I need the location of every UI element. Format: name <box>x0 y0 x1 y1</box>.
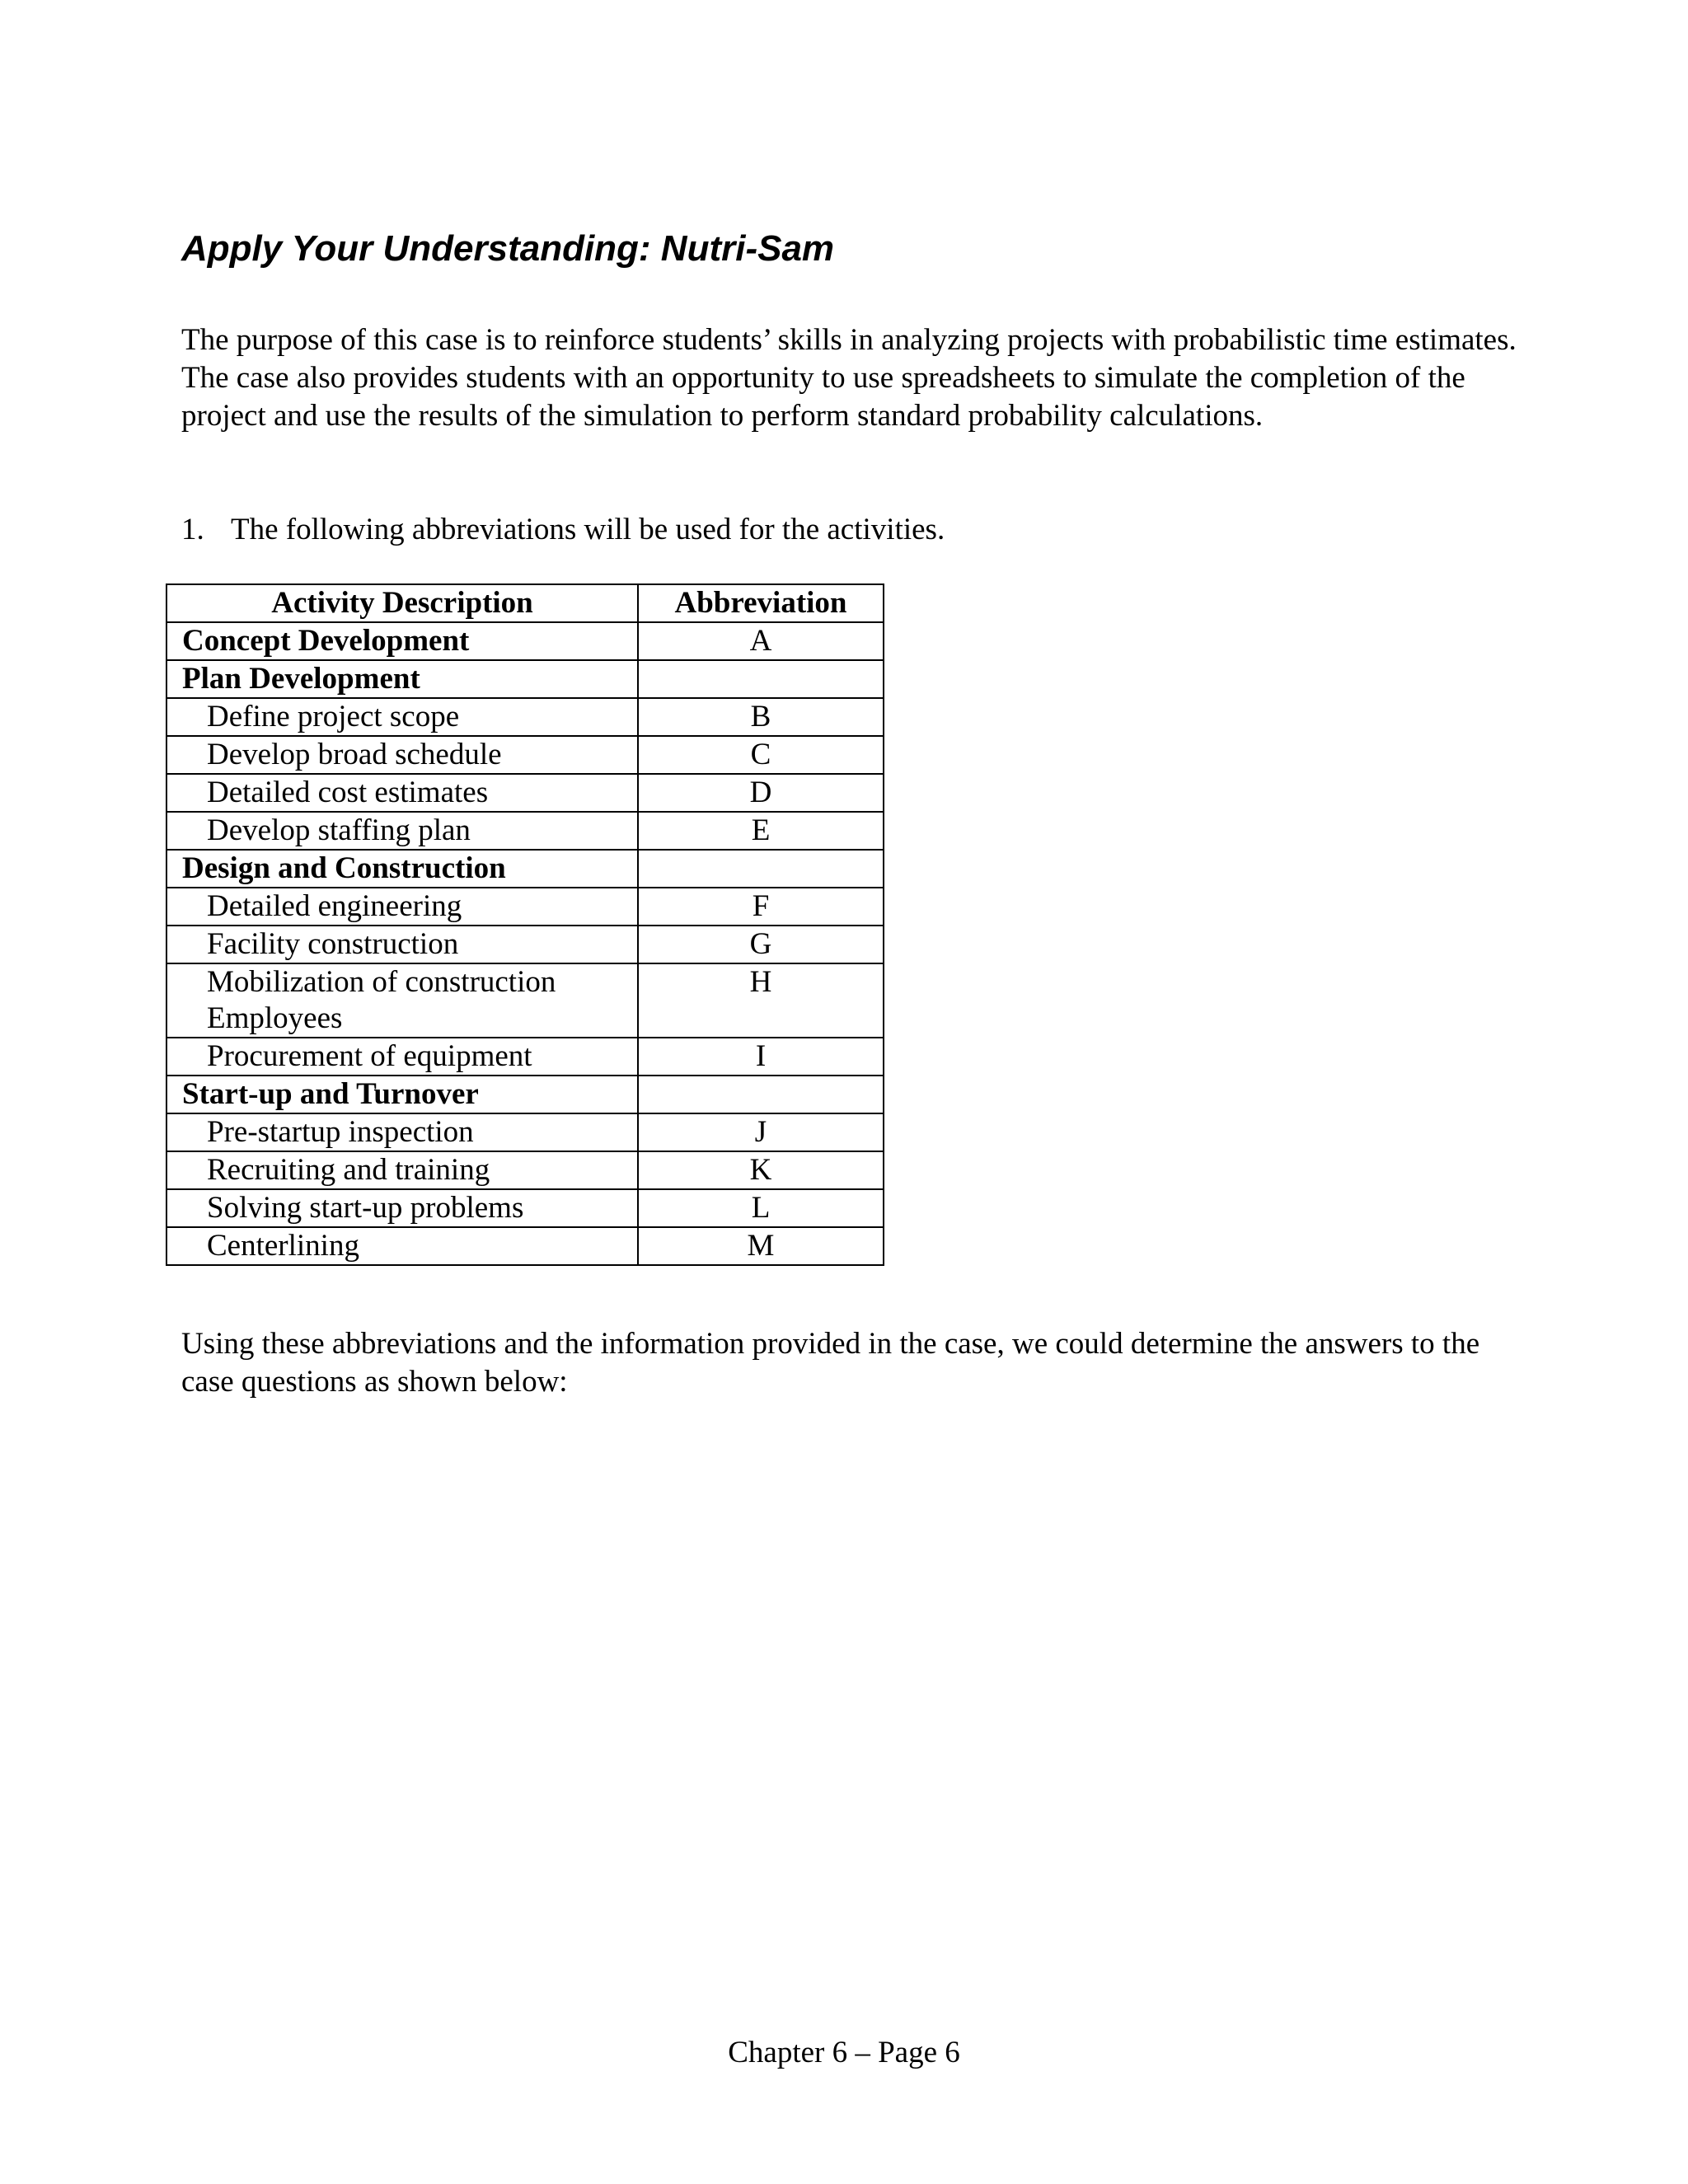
activity-description-cell: Pre-startup inspection <box>166 1113 638 1151</box>
abbreviation-cell <box>638 850 884 888</box>
table-row <box>166 1151 884 1189</box>
abbreviation-cell: C <box>638 736 884 774</box>
page-footer: Chapter 6 – Page 6 <box>728 2036 960 2069</box>
table-row <box>166 660 884 698</box>
table-row <box>166 1076 884 1113</box>
abbreviation-cell <box>638 1076 884 1113</box>
table-body <box>166 622 884 1265</box>
abbreviation-cell: E <box>638 812 884 850</box>
table-row <box>166 812 884 850</box>
table-row <box>166 926 884 963</box>
activity-description-cell: Solving start-up problems <box>166 1189 638 1227</box>
activity-description-cell: Mobilization of construction Employees <box>166 963 638 1038</box>
activity-description-cell: Develop staffing plan <box>166 812 638 850</box>
activity-description-cell: Detailed engineering <box>166 888 638 926</box>
item-text: The following abbreviations will be used for the activities. <box>231 513 945 546</box>
abbreviation-cell <box>638 660 884 698</box>
table-row <box>166 850 884 888</box>
table-row <box>166 1189 884 1227</box>
abbreviation-cell: H <box>638 963 884 1038</box>
header-abbreviation: Abbreviation <box>638 584 884 622</box>
table-row <box>166 736 884 774</box>
table-row <box>166 1227 884 1265</box>
abbreviation-cell: M <box>638 1227 884 1265</box>
item-number: 1. <box>181 513 204 546</box>
table-row <box>166 963 884 1038</box>
abbreviation-cell: A <box>638 622 884 660</box>
abbreviation-cell: F <box>638 888 884 926</box>
activity-description-cell: Plan Development <box>166 660 638 698</box>
table-row <box>166 1038 884 1076</box>
page-title: Apply Your Understanding: Nutri-Sam <box>181 228 835 269</box>
closing-paragraph: Using these abbreviations and the information provided in the case, we could determine the answers to the case questions as shown below: <box>181 1327 1480 1399</box>
table-row <box>166 888 884 926</box>
activity-description-cell: Start-up and Turnover <box>166 1076 638 1113</box>
table-row <box>166 698 884 736</box>
abbreviation-cell: I <box>638 1038 884 1076</box>
abbreviation-cell: L <box>638 1189 884 1227</box>
activity-description-cell: Define project scope <box>166 698 638 736</box>
table-row <box>166 1113 884 1151</box>
abbreviation-cell: K <box>638 1151 884 1189</box>
activity-description-cell: Recruiting and training <box>166 1151 638 1189</box>
intro-paragraph: The purpose of this case is to reinforce students’ skills in analyzing projects with probabilistic time estimates. The case also provides students with an opportunity to use spreadsheets to simulate the completion of the project and use the results of the simulation to perform standard probability calculations. <box>181 323 1517 433</box>
abbreviation-cell: J <box>638 1113 884 1151</box>
header-activity-description: Activity Description <box>166 584 638 622</box>
table-row <box>166 774 884 812</box>
abbreviation-table <box>166 583 884 1266</box>
abbreviation-cell: D <box>638 774 884 812</box>
activity-description-cell: Develop broad schedule <box>166 736 638 774</box>
abbreviation-cell: B <box>638 698 884 736</box>
numbered-item <box>181 511 945 549</box>
activity-description-cell: Design and Construction <box>166 850 638 888</box>
activity-description-cell: Detailed cost estimates <box>166 774 638 812</box>
activity-description-cell: Concept Development <box>166 622 638 660</box>
table-header-row <box>166 584 884 622</box>
activity-description-cell: Facility construction <box>166 926 638 963</box>
abbreviation-cell: G <box>638 926 884 963</box>
table-row <box>166 622 884 660</box>
activity-description-cell: Centerlining <box>166 1227 638 1265</box>
activity-description-cell: Procurement of equipment <box>166 1038 638 1076</box>
